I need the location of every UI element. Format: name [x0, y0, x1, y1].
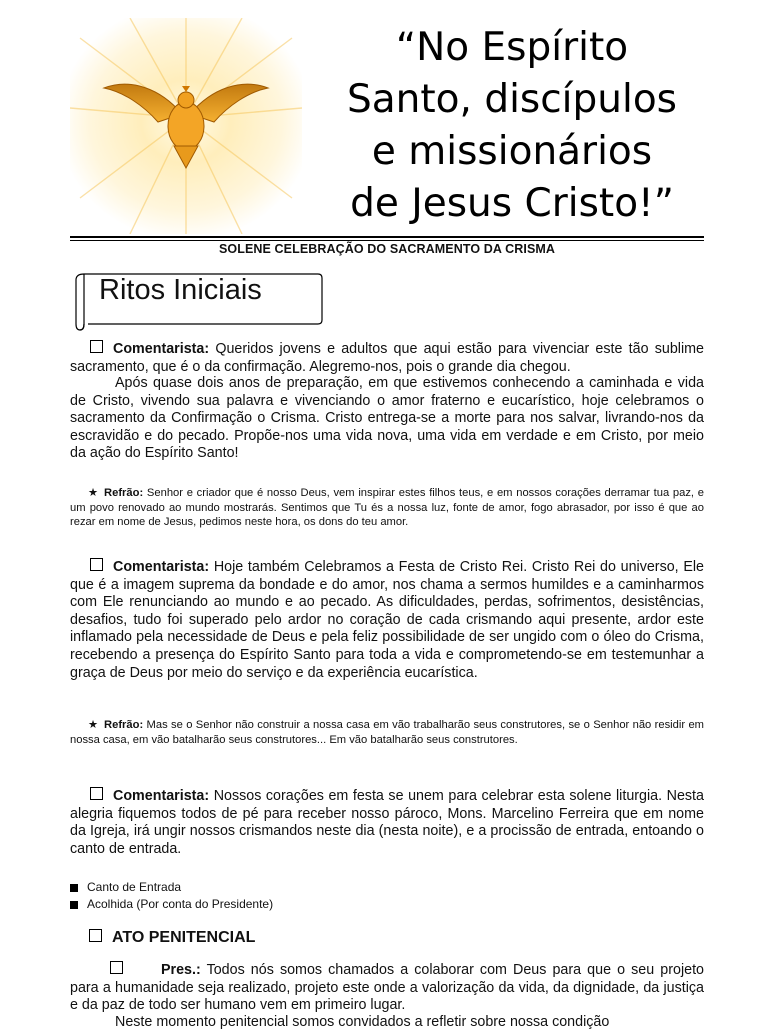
- checkbox-icon: [89, 929, 102, 942]
- comment-paragraph-3: [70, 787, 704, 858]
- list-item: [70, 879, 273, 896]
- president-label: Pres.:: [161, 962, 201, 978]
- bullet-square-icon: [70, 884, 78, 892]
- comment-label: Comentarista:: [113, 341, 210, 357]
- bullet-square-icon: [70, 901, 78, 909]
- title-line-1: “No Espírito: [395, 25, 629, 70]
- refrain-text: Senhor e criador que é nosso Deus, vem inspirar estes filhos teus, e em nossos corações derramar tua paz, e um povo renovado ao mundo mostrarás. Sentimos que Tu és a nossa luz, fonte de amor, fogo abrasador, por isso é que ao rezar em nome de Jesus, pedimos neste hora, os dons do teu amor.: [70, 487, 704, 529]
- checkbox-icon: [110, 961, 123, 974]
- title-line-2: Santo, discípulos: [347, 77, 677, 122]
- page-subtitle: SOLENE CELEBRAÇÃO DO SACRAMENTO DA CRISMA: [218, 242, 556, 256]
- president-paragraph-2: Neste momento penitencial somos convidados a refletir sobre nossa condição: [115, 1014, 610, 1030]
- refrain-label: Refrão:: [104, 719, 144, 731]
- star-icon: ★: [88, 719, 99, 731]
- refrain-label: Refrão:: [104, 487, 144, 499]
- star-icon: ★: [88, 487, 99, 499]
- refrain-1: [70, 486, 704, 530]
- divider-thick: [70, 236, 704, 238]
- comment-text: Queridos jovens e adultos que aqui estão para vivenciar este tão sublime sacramento, que é o da confirmação. Alegremo-nos, pois o grande dia chegou.: [70, 341, 704, 375]
- comment-label: Comentarista:: [113, 788, 210, 804]
- divider-thin: [70, 240, 704, 241]
- comment-label: Comentarista:: [113, 559, 210, 575]
- list-item: [70, 896, 273, 913]
- bullet-list: [70, 879, 273, 913]
- checkbox-icon: [90, 787, 103, 800]
- comment-paragraph-1: [70, 340, 704, 376]
- ato-title: ATO PENITENCIAL: [112, 929, 256, 946]
- section-title: Ritos Iniciais: [99, 274, 262, 306]
- refrain-2: [70, 718, 704, 747]
- comment-paragraph-2: [70, 558, 704, 682]
- comment-paragraph-1b: Após quase dois anos de preparação, em que estivemos conhecendo a caminhada e vida de Cristo, vivendo sua palavra e vivenciando o amor fraterno e eucarístico, hoje celebramos o sacramento da Confirmação o Crisma. Cristo entrega-se a morte para nos salvar, livrando-nos da escravidão e do pecado. Propõe-nos uma vida nova, uma vida em verdade e em Cristo, por meio da ação do Espírito Santo!: [70, 375, 704, 462]
- president-paragraph: [70, 961, 704, 1015]
- comment-text: Hoje também Celebramos a Festa de Cristo Rei. Cristo Rei do universo, Ele que é a imagem suprema da bondade e do amor, nos chama a sermos humildes e a caminharmos com Ele renunciando ao mundo e ao pecado. As dificuldades, perdas, sofrimentos, desistências, desafios, tudo foi superado pelo ardor no coração de cada crismando aqui presente, ardor este inflamado pela necessidade de Deus e pela feliz possibilidade de ser ungido com o óleo do Crisma, recebendo a presença do Espírito Santo para toda a vida e comprometendo-se em testemunhar a graça de Deus por meio do serviço e da experiência eucarística.: [70, 559, 704, 681]
- list-item-text: Canto de Entrada: [87, 880, 182, 894]
- dove-illustration: [70, 18, 302, 234]
- page-title: [306, 22, 718, 230]
- checkbox-icon: [90, 558, 103, 571]
- comment-text: Nossos corações em festa se unem para celebrar esta solene liturgia. Nesta alegria fiquemos todos de pé para receber nosso pároco, Mons. Marcelino Ferreira que em nome da Igreja, irá ungir nossos crismandos neste dia (nesta noite), e a procissão de entrada, entoando o canto de entrada.: [70, 788, 704, 857]
- checkbox-icon: [90, 340, 103, 353]
- title-line-4: de Jesus Cristo!”: [350, 181, 674, 226]
- list-item-text: Acolhida (Por conta do Presidente): [87, 897, 274, 911]
- title-line-3: e missionários: [371, 129, 653, 174]
- president-text: Todos nós somos chamados a colaborar com Deus para que o seu projeto para a humanidade seja realizado, projeto este onde a valorização da vida, da dignidade, da justiça e da paz de todo ser humano vem em primeiro lugar.: [70, 962, 704, 1014]
- refrain-text: Mas se o Senhor não construir a nossa casa em vão trabalharão seus construtores, se o Senhor não residir em nossa casa, em vão batalharão seus construtores... Em vão batalharão seus construtores.: [70, 719, 704, 746]
- section-heading-ato: [89, 929, 255, 947]
